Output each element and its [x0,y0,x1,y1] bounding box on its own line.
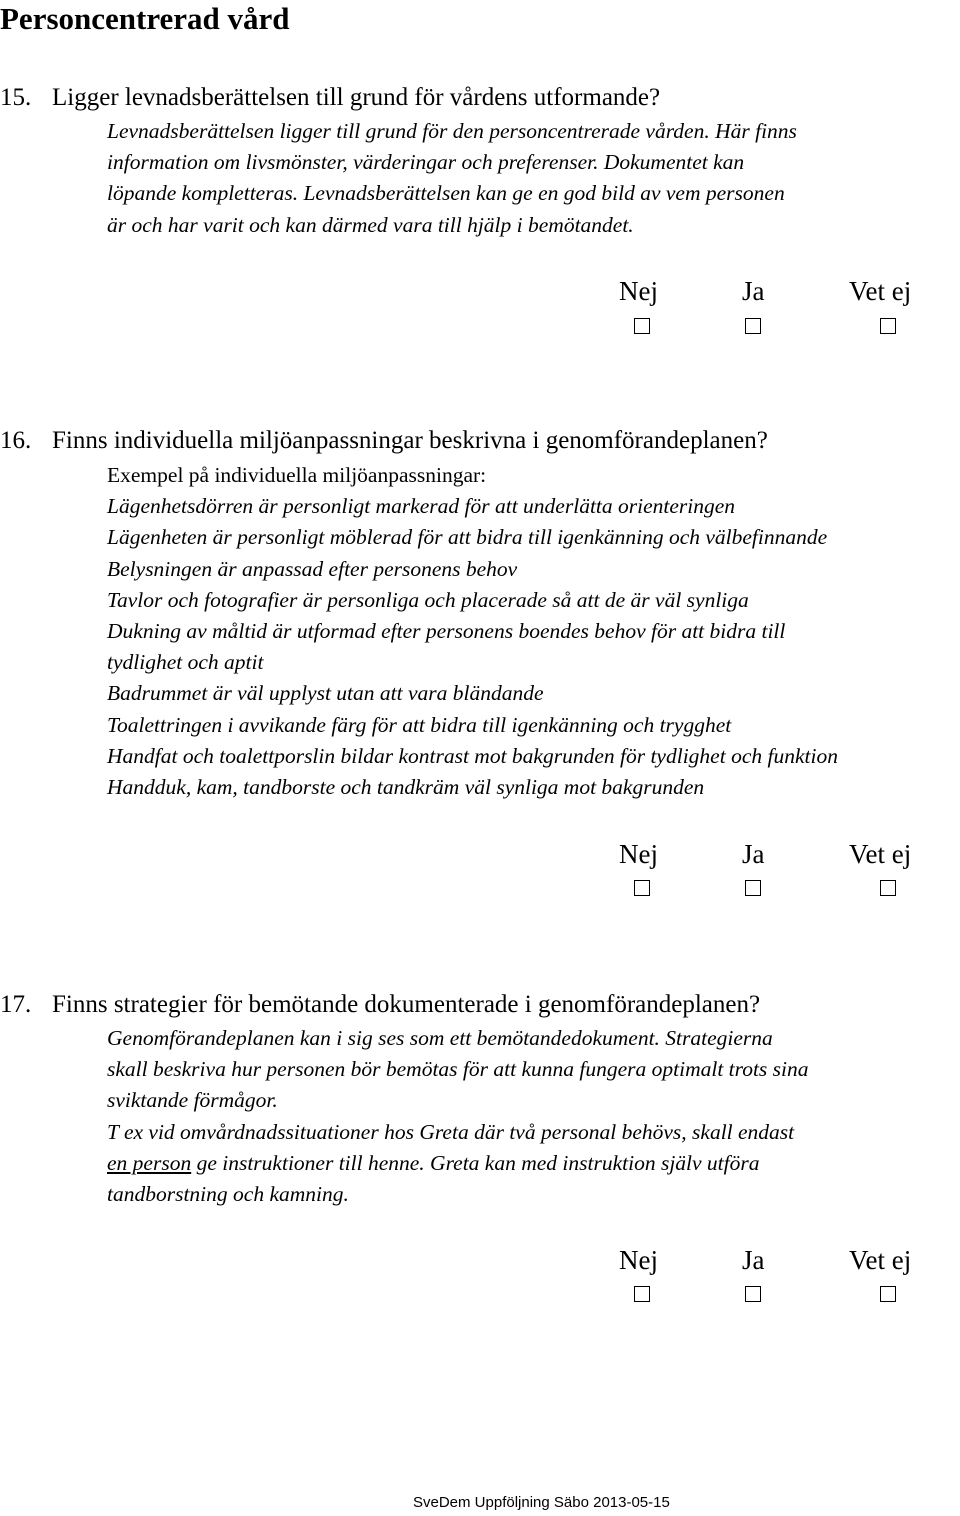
answer-label-no: Nej [619,276,658,306]
description-line: Dukning av måltid är utformad efter personens boendes behov för att bidra till [107,619,786,644]
question-15-heading [0,83,960,113]
checkbox-yes[interactable] [745,318,761,334]
question-17-heading [0,990,960,1020]
checkbox-yes[interactable] [745,1286,761,1302]
checkbox-no[interactable] [634,1286,650,1302]
question-text: Ligger levnadsberättelsen till grund för vårdens utformande? [52,84,661,111]
answer-label-dont-know: Vet ej [849,276,912,306]
description-intro: Exempel på individuella miljöanpassningar: [107,463,487,487]
checkbox-dont-know[interactable] [880,880,896,896]
description-line: Tavlor och fotografier är personliga och placerade så att de är väl synliga [107,587,749,612]
question-16-heading [0,426,960,456]
description-line: Badrummet är väl upplyst utan att vara bländande [107,681,544,706]
description-line: Genomförandeplanen kan i sig ses som ett bemötandedokument. Strategierna [107,1026,773,1050]
checkbox-no[interactable] [634,318,650,334]
description-line: Lägenheten är personligt möblerad för att bidra till igenkänning och välbefinnande [107,525,828,550]
answer-label-yes: Ja [742,276,765,306]
answer-label-dont-know: Vet ej [849,1245,912,1275]
checkbox-yes[interactable] [745,880,761,896]
description-line: Belysningen är anpassad efter personens behov [107,556,518,581]
question-15-description [107,116,797,241]
description-line: skall beskriva hur personen bör bemötas för att kunna fungera optimalt trots sina [107,1057,809,1082]
question-number: 17. [0,991,32,1018]
answer-label-no: Nej [619,839,658,869]
question-17-description [107,1023,809,1210]
page-title: Personcentrerad vård [0,1,290,36]
underlined-text: en person [107,1150,192,1175]
description-text: ge instruktioner till henne. Greta kan med instruktion själv utföra [191,1150,760,1175]
question-16-description [107,460,838,803]
page-footer: SveDem Uppföljning Säbo 2013-05-15 [413,1494,670,1511]
description-line: är och har varit och kan därmed vara till hjälp i bemötandet. [107,212,634,237]
answer-label-no: Nej [619,1245,658,1275]
description-line: sviktande förmågor. [107,1088,278,1113]
description-line: information om livsmönster, värderingar och preferenser. Dokumentet kan [107,150,745,175]
description-line: tydlighet och aptit [107,650,264,675]
answer-label-dont-know: Vet ej [849,839,912,869]
answer-label-yes: Ja [742,839,765,869]
question-number: 16. [0,427,32,454]
description-line [107,1148,809,1179]
checkbox-no[interactable] [634,880,650,896]
answer-label-yes: Ja [742,1245,765,1275]
description-line: Toalettringen i avvikande färg för att bidra till igenkänning och trygghet [107,712,732,737]
question-text: Finns strategier för bemötande dokumenterade i genomförandeplanen? [52,991,761,1018]
description-line: Handduk, kam, tandborste och tandkräm väl synliga mot bakgrunden [107,775,705,800]
checkbox-dont-know[interactable] [880,318,896,334]
description-line: Lägenhetsdörren är personligt markerad för att underlätta orienteringen [107,494,736,519]
description-line: tandborstning och kamning. [107,1182,349,1207]
question-number: 15. [0,84,32,111]
description-line: Handfat och toalettporslin bildar kontrast mot bakgrunden för tydlighet och funktion [107,743,838,768]
checkbox-dont-know[interactable] [880,1286,896,1302]
description-line: löpande kompletteras. Levnadsberättelsen kan ge en god bild av vem personen [107,181,785,206]
description-line: T ex vid omvårdnadssituationer hos Greta där två personal behövs, skall endast [107,1119,795,1144]
description-line: Levnadsberättelsen ligger till grund för den personcentrerade vården. Här finns [107,119,797,143]
question-text: Finns individuella miljöanpassningar beskrivna i genomförandeplanen? [52,427,768,454]
